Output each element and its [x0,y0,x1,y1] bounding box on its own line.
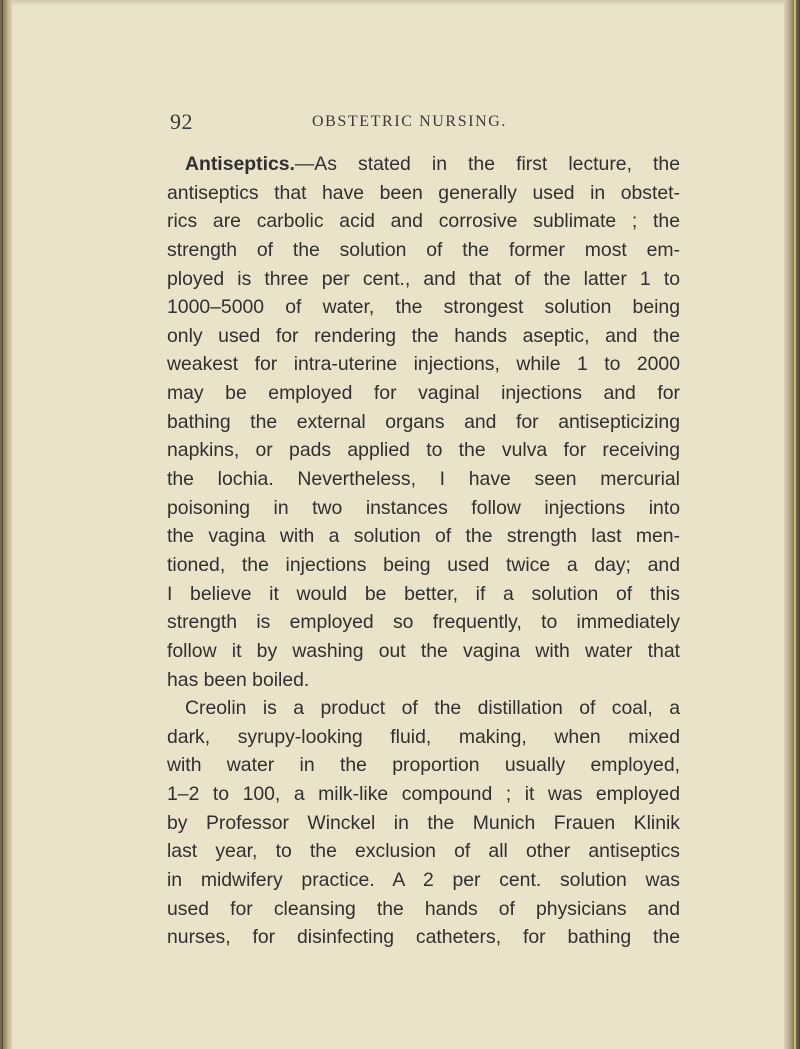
text-line: only used for rendering the hands aseptic, and the [167,324,680,347]
text-line: Creolin is a product of the distillation of coal, a [185,697,680,720]
text-line: has been boiled. [167,668,310,691]
text-line: with water in the proportion usually employed, [167,754,680,777]
text-line: by Professor Winckel in the Munich Frauen Klinik [167,811,680,834]
text-line: ployed is three per cent., and that of the latter 1 to [167,267,680,290]
run-in-heading: Antiseptics. [185,153,295,175]
running-head: OBSTETRIC NURSING. [312,113,508,130]
page-header [170,109,550,137]
text-line: dark, syrupy-looking fluid, making, when mixed [167,725,680,748]
text-line: strength of the solution of the former most em- [167,238,680,261]
body-text [167,150,680,952]
text-line: antiseptics that have been generally used in obstet- [167,181,680,204]
paragraph-antiseptics [167,150,680,694]
text-line: the lochia. Nevertheless, I have seen mercurial [167,468,680,491]
text-line: 1–2 to 100, a milk-like compound ; it was employed [167,783,680,806]
text-line [167,150,680,179]
text-line: nurses, for disinfecting catheters, for bathing the [167,926,680,949]
text-line: may be employed for vaginal injections and for [167,382,680,405]
text-line: tioned, the injections being used twice a day; and [167,553,680,576]
text-line: weakest for intra-uterine injections, while 1 to 2000 [167,353,680,376]
text-line: last year, to the exclusion of all other antiseptics [167,840,680,863]
paragraph-creolin [167,694,680,952]
text-line: follow it by washing out the vagina with water that [167,639,680,662]
top-edge-shadow [12,0,784,6]
text-line-content: —As stated in the first lecture, the [294,153,680,175]
text-line: I believe it would be better, if a solution of this [167,582,680,605]
text-line: napkins, or pads applied to the vulva for receiving [167,439,680,462]
text-line: the vagina with a solution of the strength last men- [167,525,680,548]
left-binding-edge [0,0,12,1049]
text-line: used for cleansing the hands of physicians and [167,897,680,920]
text-line: 1000–5000 of water, the strongest solution being [167,296,680,319]
text-line: rics are carbolic acid and corrosive sublimate ; the [167,210,680,233]
right-page-edge [784,0,800,1049]
text-line: poisoning in two instances follow injections into [167,496,680,519]
right-edge-highlight [794,0,796,1049]
page-number: 92 [170,109,193,134]
text-line: strength is employed so frequently, to immediately [167,611,680,634]
text-line: bathing the external organs and for antisepticizing [167,410,680,433]
text-line: in midwifery practice. A 2 per cent. solution was [167,869,680,892]
